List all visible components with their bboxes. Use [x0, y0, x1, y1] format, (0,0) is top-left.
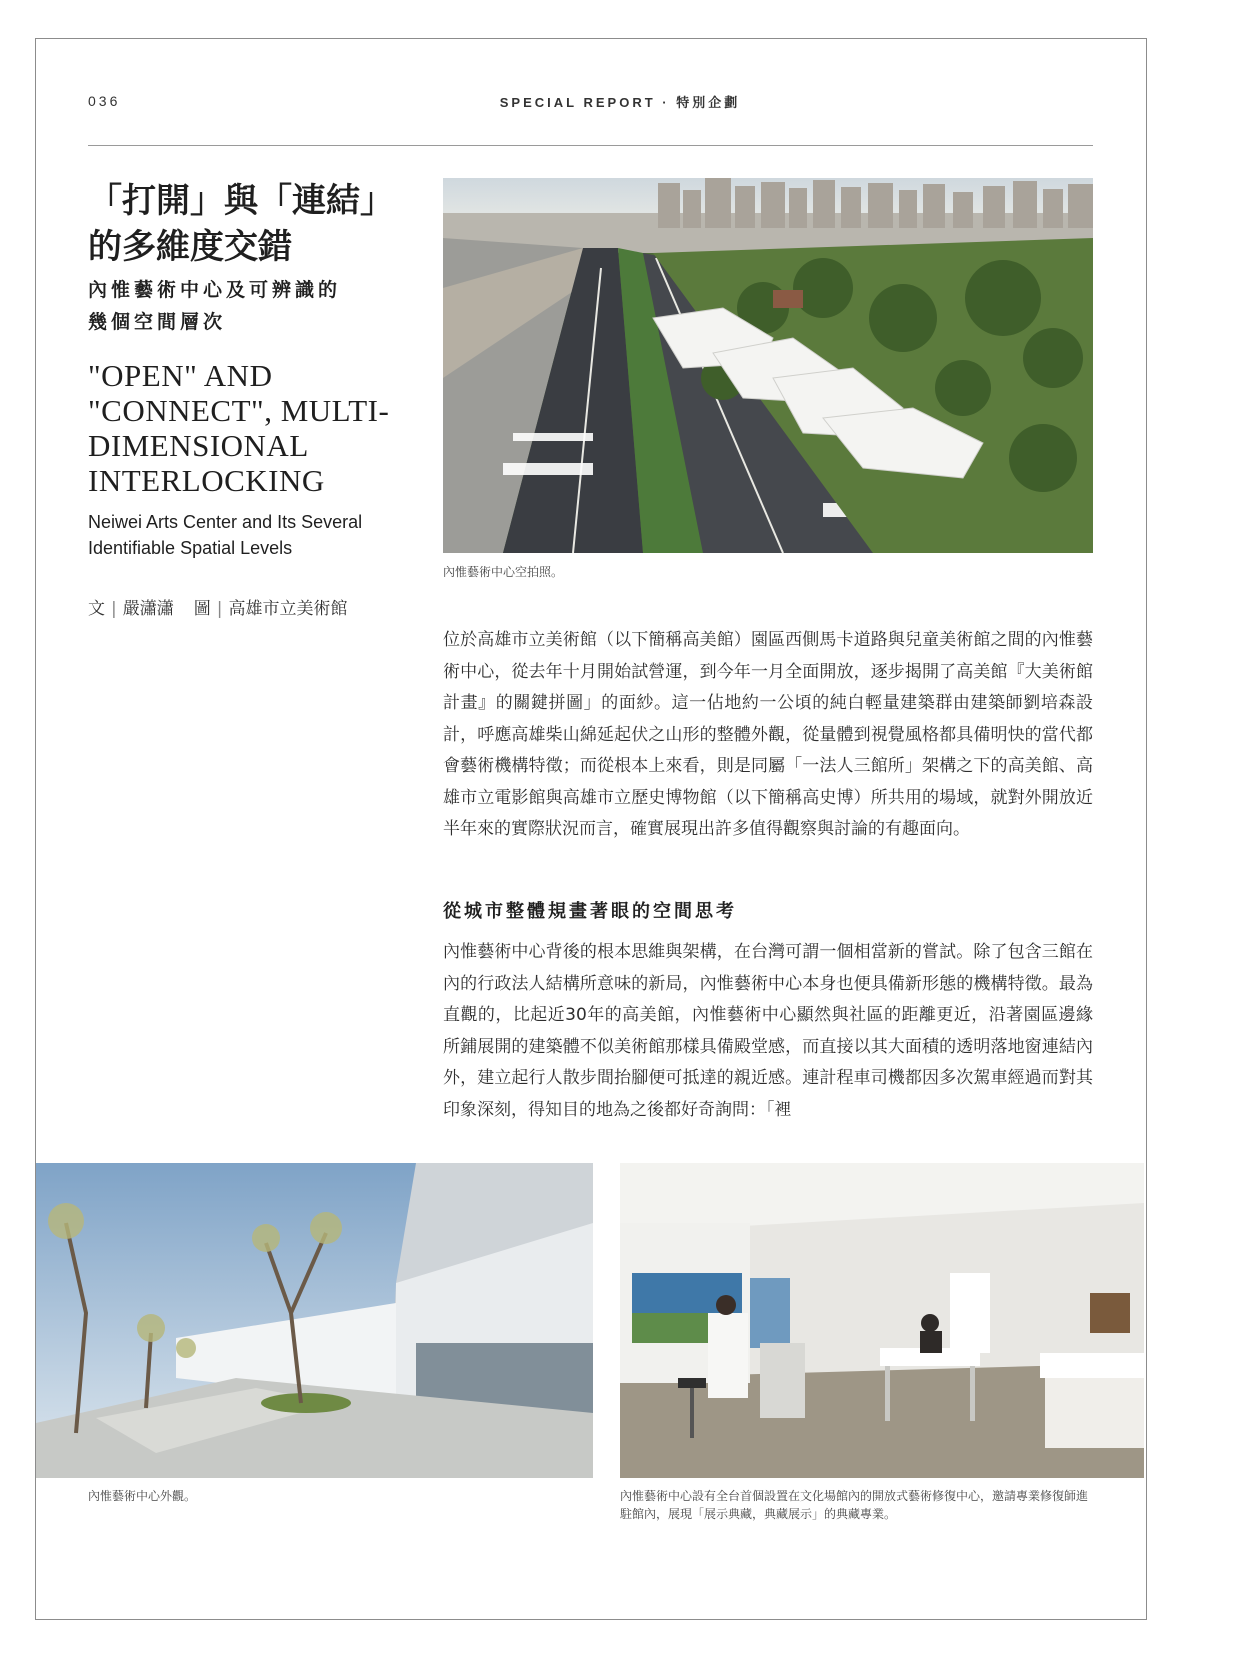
- subtitle-en-line: Neiwei Arts Center and Its Several: [88, 512, 363, 532]
- title-en-line: "CONNECT", MULTI-: [88, 393, 390, 428]
- body-paragraph-1: 位於高雄市立美術館（以下簡稱高美館）園區西側馬卡道路與兒童美術館之間的內惟藝術中心，從去年十月開始試營運，到今年一月全面開放，逐步揭開了高美館『大美術館計畫』的關鍵拼圖」的面紗。這一佔地約一公頃的純白輕量建築群由建築師劉培森設計，呼應高雄柴山綿延起伏之山形的整體外觀，從量體到視覺風格都具備明快的當代都會藝術機構特徵；而從根本上來看，則是同屬「一法人三館所」架構之下的高美館、高雄市立電影館與高雄市立歷史博物館（以下簡稱高史博）所共用的場域，就對外開放近半年來的實際狀況而言，確實展現出許多值得觀察與討論的有趣面向。: [443, 630, 1093, 839]
- studio-photo: [620, 1163, 1144, 1478]
- aerial-photo: [443, 178, 1093, 553]
- article-title-en: [88, 358, 389, 498]
- section-heading: 從城市整體規畫著眼的空間思考: [443, 901, 737, 922]
- byline: [88, 594, 347, 619]
- title-zh-line: 的多維度交錯: [88, 227, 292, 267]
- title-en-line: "OPEN" AND: [88, 358, 273, 393]
- exterior-photo-caption: 內惟藝術中心外觀。: [88, 1489, 197, 1503]
- aerial-photo-caption: 內惟藝術中心空拍照。: [443, 565, 564, 579]
- title-zh-line: 「打開」與「連結」: [88, 181, 394, 221]
- image-source: 高雄市立美術館: [228, 599, 348, 619]
- studio-photo-caption: 內惟藝術中心設有全台首個設置在文化場館內的開放式藝術修復中心，邀請專業修復師進駐館內，展現「展示典藏，典藏展示」的典藏專業。: [620, 1489, 1089, 1521]
- title-en-line: INTERLOCKING: [88, 463, 325, 498]
- title-en-line: DIMENSIONAL: [88, 428, 309, 463]
- page-number: 036: [88, 93, 121, 109]
- article-subtitle-zh: [88, 274, 341, 338]
- credit-separator: |: [111, 599, 117, 619]
- text-credit-label: 文: [88, 599, 105, 619]
- article-subtitle-en: [88, 509, 362, 561]
- header-divider: [88, 145, 1093, 146]
- author-name: 嚴瀟瀟: [122, 599, 174, 619]
- credit-separator: |: [216, 599, 223, 619]
- subtitle-zh-line: 幾個空間層次: [88, 311, 227, 333]
- exterior-photo: [36, 1163, 593, 1478]
- body-paragraph-2: 內惟藝術中心背後的根本思維與架構，在台灣可謂一個相當新的嘗試。除了包含三館在內的行政法人結構所意味的新局，內惟藝術中心本身也便具備新形態的機構特徵。最為直觀的，比起近30年的高美館，內惟藝術中心顯然與社區的距離更近，沿著園區邊緣所鋪展開的建築體不似美術館那樣具備殿堂感，而直接以其大面積的透明落地窗連結內外，建立起行人散步間抬腳便可抵達的親近感。連計程車司機都因多次駕車經過而對其印象深刻，得知目的地為之後都好奇詢問：「裡: [443, 942, 1093, 1120]
- article-title-zh: [88, 178, 394, 270]
- subtitle-zh-line: 內惟藝術中心及可辨識的: [88, 279, 342, 301]
- image-credit-label: 圖: [193, 599, 211, 619]
- section-header: SPECIAL REPORT · 特別企劃: [499, 95, 741, 110]
- subtitle-en-line: Identifiable Spatial Levels: [88, 538, 293, 558]
